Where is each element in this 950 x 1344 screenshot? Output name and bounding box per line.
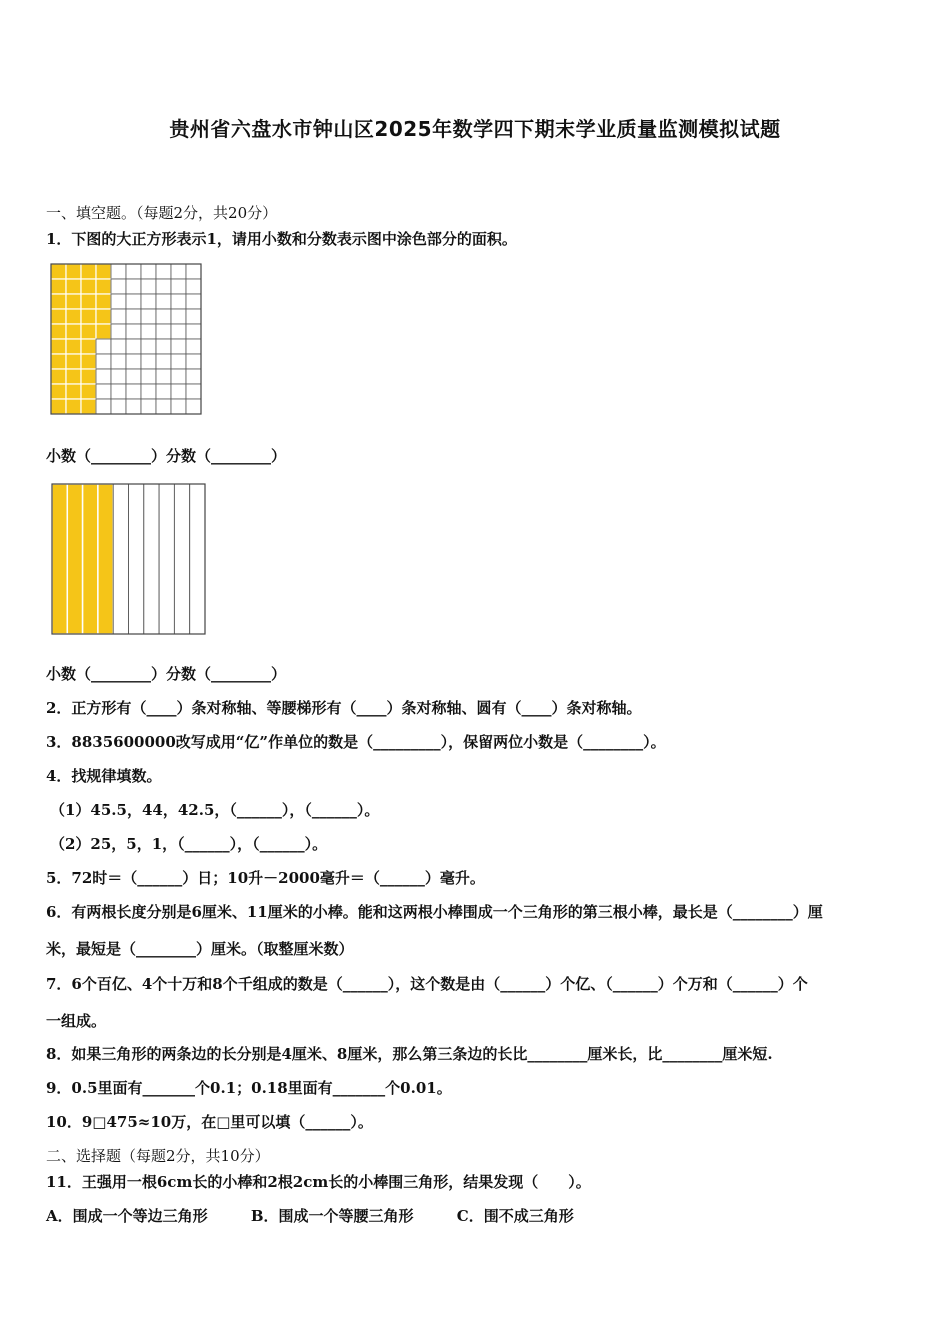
- grid-cell: [171, 324, 186, 339]
- grid-cell-shaded: [81, 339, 96, 354]
- grid-cell-shaded: [96, 294, 111, 309]
- grid-cell: [186, 264, 201, 279]
- question-4: 4．找规律填数。: [46, 767, 162, 785]
- grid-cell: [141, 279, 156, 294]
- grid-cell-shaded: [66, 399, 81, 414]
- grid-cell-shaded: [81, 369, 96, 384]
- grid-cell: [126, 294, 141, 309]
- grid-cell: [156, 279, 171, 294]
- grid-cell-shaded: [66, 324, 81, 339]
- grid-cell: [186, 294, 201, 309]
- grid-cell: [171, 369, 186, 384]
- question-3: 3．8835600000改写成用“亿”作单位的数是（_________），保留两位小数是（________）。: [46, 733, 666, 751]
- question-1-answer-2: 小数（________）分数（________）: [46, 665, 287, 683]
- grid-cell-shaded: [66, 294, 81, 309]
- grid-cell: [186, 309, 201, 324]
- grid-cell-shaded: [96, 264, 111, 279]
- grid-cell: [171, 399, 186, 414]
- grid-cell: [126, 384, 141, 399]
- grid-cell-shaded: [66, 309, 81, 324]
- question-2: 2．正方形有（____）条对称轴、等腰梯形有（____）条对称轴、圆有（____）条对称轴。: [46, 699, 642, 717]
- grid-cell: [141, 294, 156, 309]
- grid-cell: [111, 399, 126, 414]
- section-heading-choice: 二、选择题（每题2分，共10分）: [46, 1147, 270, 1165]
- grid-cell-shaded: [51, 354, 66, 369]
- grid-cell: [126, 369, 141, 384]
- grid-cell: [96, 354, 111, 369]
- grid-cell: [111, 264, 126, 279]
- grid-cell: [141, 399, 156, 414]
- grid-cell: [141, 354, 156, 369]
- grid-cell-shaded: [66, 384, 81, 399]
- grid-cell: [186, 354, 201, 369]
- strip-shaded: [83, 484, 98, 634]
- grid-cell: [111, 309, 126, 324]
- grid-cell: [186, 384, 201, 399]
- grid-cell: [96, 369, 111, 384]
- grid-cell: [141, 384, 156, 399]
- grid-cell-shaded: [51, 279, 66, 294]
- strip-shaded: [98, 484, 113, 634]
- grid-cell: [111, 354, 126, 369]
- grid-cell: [141, 309, 156, 324]
- question-4-part-2: （2）25，5，1，（______），（______）。: [50, 835, 328, 853]
- grid-cell-shaded: [66, 279, 81, 294]
- option-c[interactable]: C．围不成三角形: [456, 1207, 574, 1225]
- grid-cell: [96, 339, 111, 354]
- grid-cell: [126, 354, 141, 369]
- question-11: 11．王强用一根6cm长的小棒和2根2cm长的小棒围三角形，结果发现（ ）。: [46, 1173, 591, 1191]
- grid-cell: [126, 324, 141, 339]
- question-4-part-1: （1）45.5，44，42.5，（______），（______）。: [50, 801, 380, 819]
- question-7-line-2: 一组成。: [46, 1012, 107, 1030]
- grid-cell-shaded: [81, 264, 96, 279]
- grid-cell: [171, 339, 186, 354]
- grid-cell-shaded: [51, 399, 66, 414]
- grid-cell: [186, 339, 201, 354]
- question-6-line-2: 米，最短是（________）厘米。（取整厘米数）: [46, 940, 354, 958]
- grid-cell: [156, 264, 171, 279]
- strip-shaded: [52, 484, 67, 634]
- grid-cell-shaded: [66, 354, 81, 369]
- question-1: 1．下图的大正方形表示1，请用小数和分数表示图中涂色部分的面积。: [46, 230, 517, 248]
- option-a[interactable]: A．围成一个等边三角形: [46, 1207, 208, 1225]
- grid-cell: [186, 324, 201, 339]
- grid-cell: [156, 369, 171, 384]
- grid-cell-shaded: [96, 309, 111, 324]
- grid-cell: [111, 369, 126, 384]
- strip: [113, 484, 128, 634]
- grid-cell: [111, 384, 126, 399]
- grid-cell: [156, 294, 171, 309]
- strip: [159, 484, 174, 634]
- grid-cell: [126, 399, 141, 414]
- strip-shaded: [67, 484, 82, 634]
- grid-cell: [171, 354, 186, 369]
- grid-cell-shaded: [81, 309, 96, 324]
- grid-cell: [186, 279, 201, 294]
- grid-cell: [141, 324, 156, 339]
- strip: [129, 484, 144, 634]
- grid-cell-shaded: [81, 294, 96, 309]
- grid-cell-shaded: [81, 279, 96, 294]
- grid-cell: [186, 369, 201, 384]
- question-5: 5．72时＝（______）日；10升－2000毫升＝（______）毫升。: [46, 869, 485, 887]
- grid-cell: [171, 384, 186, 399]
- grid-cell: [96, 399, 111, 414]
- grid-cell: [126, 309, 141, 324]
- question-1-answer-1: 小数（________）分数（________）: [46, 447, 287, 465]
- grid-cell-shaded: [51, 369, 66, 384]
- grid-cell: [156, 384, 171, 399]
- grid-cell: [141, 339, 156, 354]
- grid-cell: [171, 309, 186, 324]
- grid-cell: [156, 354, 171, 369]
- grid-cell: [111, 294, 126, 309]
- grid-cell-shaded: [51, 309, 66, 324]
- grid-cell: [171, 264, 186, 279]
- strip: [190, 484, 205, 634]
- grid-cell: [126, 339, 141, 354]
- grid-cell-shaded: [51, 384, 66, 399]
- grid-cell-shaded: [66, 264, 81, 279]
- grid-cell: [141, 264, 156, 279]
- question-9: 9．0.5里面有_______个0.1；0.18里面有_______个0.01。: [46, 1079, 452, 1097]
- page-title: 贵州省六盘水市钟山区2025年数学四下期末学业质量监测模拟试题: [169, 117, 781, 141]
- grid-cell-shaded: [51, 324, 66, 339]
- option-b[interactable]: B．围成一个等腰三角形: [250, 1207, 414, 1225]
- question-10: 10．9□475≈10万，在□里可以填（______）。: [46, 1113, 373, 1131]
- grid-cell-shaded: [81, 384, 96, 399]
- grid-cell: [96, 384, 111, 399]
- grid-cell: [126, 264, 141, 279]
- hundred-grid-figure: [48, 260, 206, 416]
- grid-cell: [156, 324, 171, 339]
- strip: [144, 484, 159, 634]
- grid-cell-shaded: [96, 324, 111, 339]
- grid-cell-shaded: [96, 279, 111, 294]
- section-heading-fill-blank: 一、填空题。（每题2分，共20分）: [46, 204, 278, 222]
- grid-cell: [111, 324, 126, 339]
- grid-cell-shaded: [81, 399, 96, 414]
- grid-cell-shaded: [51, 294, 66, 309]
- question-7-line-1: 7．6个百亿、4个十万和8个千组成的数是（______），这个数是由（______）个亿、（______）个万和（______）个: [46, 975, 808, 993]
- grid-cell: [156, 339, 171, 354]
- question-11-options: [46, 1205, 910, 1226]
- grid-cell: [111, 339, 126, 354]
- strip-figure: [48, 480, 210, 638]
- question-6-line-1: 6．有两根长度分别是6厘米、11厘米的小棒。能和这两根小棒围成一个三角形的第三根小棒，最长是（________）厘: [46, 903, 823, 921]
- grid-cell-shaded: [51, 339, 66, 354]
- grid-cell-shaded: [81, 324, 96, 339]
- grid-cell: [171, 294, 186, 309]
- grid-cell-shaded: [51, 264, 66, 279]
- grid-cell: [156, 399, 171, 414]
- grid-cell: [141, 369, 156, 384]
- question-8: 8．如果三角形的两条边的长分别是4厘米、8厘米，那么第三条边的长比________厘米长，比________厘米短.: [46, 1045, 773, 1063]
- grid-cell: [126, 279, 141, 294]
- grid-cell: [156, 309, 171, 324]
- grid-cell: [171, 279, 186, 294]
- grid-cell-shaded: [66, 339, 81, 354]
- strip: [174, 484, 189, 634]
- grid-cell: [186, 399, 201, 414]
- grid-cell-shaded: [66, 369, 81, 384]
- grid-cell-shaded: [81, 354, 96, 369]
- grid-cell: [111, 279, 126, 294]
